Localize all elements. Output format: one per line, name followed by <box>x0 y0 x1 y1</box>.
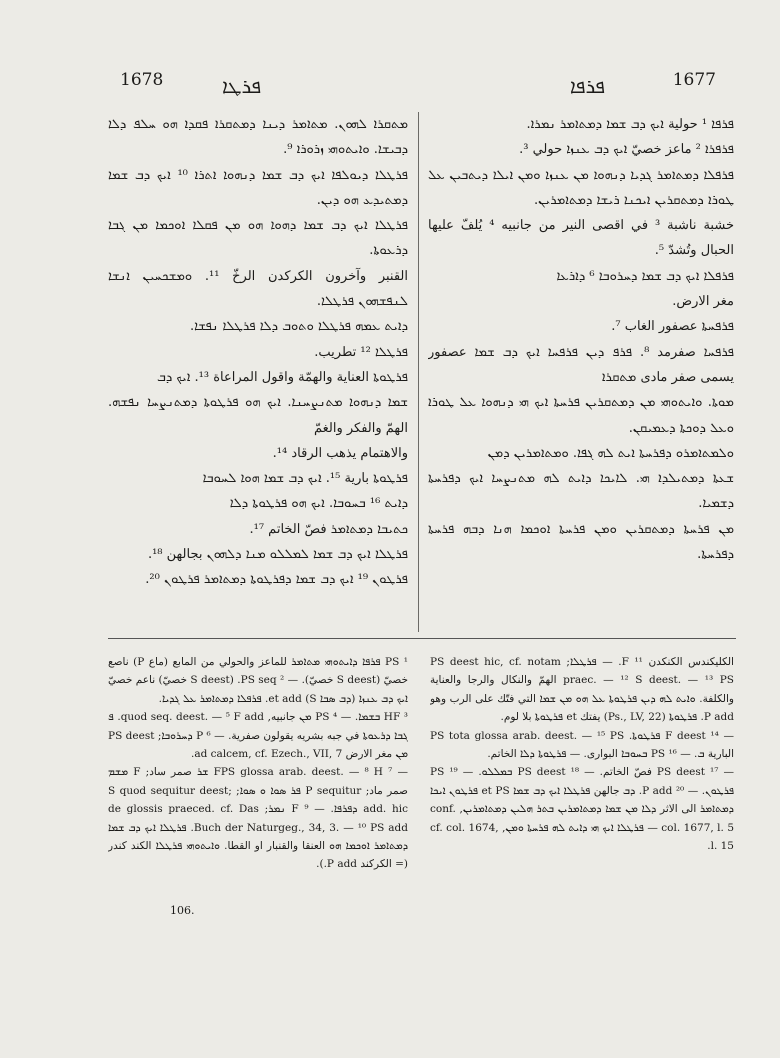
entry-text: ܫܥܬܐ ܕܡܬܝܠܕܐ ܗܝ. ܠܐܝܟܐ ܕܐܝܬ ܠܗ ܡܬܢܨܚܐ ܐܝܟ ܕܦܪܚܬܐ ܕܫܡܝܐ. <box>428 471 734 512</box>
footnote-text: ¹ PS ܦܪܦܐ ܕܐܝܬܘܗܝ ܡܬܐܡܪ للماعز والحولي من المابع (ماع P) ناصع خصيّ (S deest خصيّ). — ² PS seq. (S deest خصيّ) ناعم خصيّ ܐܝܟ ܕܒ ܥܢܙܐ (ܕܒ ܣܒܐ S) et add. ܦܪܦܠܐ ܕܡܬܐܡܪ ܥܠ ܓܕܝܐ. <box>108 656 408 705</box>
signature-mark: 106. <box>170 904 195 917</box>
entry-text: ܦܪܦܪܐ ² ماعز خصيّ ܐܝܟ ܕܒ ܥܢܙܐ حولي ³. <box>519 142 734 158</box>
entry-text: ܫܡܐ ܕܢܗܘܐ ܡܬܢܨܚܢܐ. ܐܝܟ ܗܘ ܦܪܛܘܬܐ ܕܡܬܢܨܚܐ ܢܦܫܗ. الهمّ والفكر والغمّ <box>108 395 408 436</box>
entry-text: مغر الارض. <box>672 294 734 310</box>
running-head-left: ܦܪܛܐ <box>222 74 262 98</box>
entry-text: ܡܘܬܐ. ܘܐܝܬܘܗܝ ܡܢ ܕܡܬܩܪܝܢ ܦܪܚܬܐ ܐܝܟ ܗܝ ܕܢܗܘܐ ܥܠ ܛܘܪܐ ܘܥܠ ܕܘܟܬܐ ܕܥܡܝܩܢ. <box>428 395 734 436</box>
entry-text: ܦܪܛܠܐ ܐܝܟ ܕܒ ܫܡܐ ܠܡܠܠܘ ܡܢܐ ܕܠܗܘܢ بجالهن ¹⁸. <box>147 547 408 563</box>
page-number-right: 1677 <box>672 70 716 90</box>
page-number-left: 1678 <box>120 70 164 90</box>
entry-text: ܘܠܡܬܐܡܪܘ ܕܦܪܚܬܐ ܐܝܬ ܠܗ ܓܦܐ. ܘܡܬܐܡܪܝܢ ܕܡܢ <box>487 445 734 461</box>
entry-text: ܦܪܦܠܐ ܐܝܟ ܕܒ ܫܡܐ ܕܚܪܘܒܐ ⁶ ܕܐܪܥܐ <box>556 268 734 284</box>
entry-text: ܡܢ ܦܪܚܬܐ ܕܡܬܩܪܝܢ ܘܡܢ ܦܪܚܬܐ ܐܘܟܡܐ ܗܢܐ ܕܒܗ ܦܪܚܬܐ ܕܦܪܚܬܐ. <box>428 521 734 563</box>
entry-text: القنبر وآخرون الكركدن الرخّ ¹¹. ܘܡܫܟܚܝܢ ܐܢܫܐ ܠܢܦܫܗܘܢ ܦܪܛܠܐ. <box>108 268 408 310</box>
footnotes-left <box>108 653 408 915</box>
entry-text: ܕܐܝܬ ܥܡܗ ܦܪܛܠܐ ܘܬܘܒ ܕܠܐ ܦܪܛܠܐ ܢܦܫܐ. <box>189 319 408 335</box>
running-head-right: ܦܪܦܐ <box>569 74 605 98</box>
entry-text: ܦܪܦܠܐ ܕܡܬܐܡܪ ܓܕܝܐ ܕܢܗܘܐ ܡܢ ܥܢܙܐ ܘܡܢ ܐܝܠܐ ܕܝܬܒܝܢ ܥܠ ܛܘܪܐ ܕܡܬܩܪܝܢ ܐܝܟܢܐ ܪܝܫܐ ܕܡܬܐܡܪܝܢ. <box>428 167 734 208</box>
entry-text: ܦܪܛܘܬܐ العناية والهمّة واقول المراعاة ¹³. ܐܝܟ ܕܒ <box>157 369 408 385</box>
entry-text: ܕܐܝܬ ¹⁶ ܒܚܘܒܐ. ܐܝܟ ܗܘ ܦܪܛܘܬܐ ܕܠܐ <box>229 496 408 512</box>
entry-text: والاهتمام يذهب الرقاد ¹⁴. <box>272 445 408 461</box>
entry-text: ܦܪܛܠܐ ܕܝܘܠܦܐ ܐܝܟ ܕܒ ܫܡܐ ܕܢܗܘܐ ܐܬܪܐ ¹⁰ ܐܝܟ ܕܒ ܫܡܐ ܕܡܬܝܕܥ ܗܘ ܕܝܢ. <box>108 167 408 208</box>
footnote-rule <box>108 638 736 639</box>
right-column <box>428 112 734 622</box>
left-column <box>108 112 408 622</box>
entry-text: ܦܪܦܚܬܐ عصفور الغاب ⁷. <box>611 319 734 335</box>
footnote-text: ³ HF ܒܫܡܐ. — ⁴ PS ܡܢ جانبيه, quod seq. deest. — ⁵ F add. ܦ ܓܒܐ ܕܪܥܘܬܐ في جبه بشريه يقولون صفرية. — ⁶ P ܕܚܪܘܒܐ; PS deest ܡܢ مغر الارض ad calcem, cf. Ezech., VII, 7. <box>108 711 408 761</box>
column-divider <box>418 112 419 632</box>
footnote-text: الكليكندس الكنكدن ¹¹ F. — ܦܪܛܠܐ; PS deest hic, cf. notam praec. — ¹² S deest. — ¹³ PS الهمّ والنكال والرجا والعناية والكلفة. ܘܐܝܬ ܠܗ ܕܝܢ ܦܪܛܘܬܐ ܥܠ ܗܘ ܡܢ ܫܡܐ التي فتّك على الرب وهو P add. ܦܪܛܘܬܐ (Ps., LV, 22) يفتك et ܦܪܛܘܬܐ بلا لوم. <box>430 656 734 724</box>
entry-text: ܦܪܛܘܢ ¹⁹ ܐܝܟ ܕܒ ܫܡܐ ܕܦܪܛܘܬܐ ܕܡܬܐܡܪ ܦܪܛܘܢ ²⁰. <box>145 572 408 588</box>
footnote-text: — ¹⁴ F deest ܦܪܛܘܬܐ. PS tota glossa arab. deest. — ¹⁵ PS البارية ܒ. — ¹⁶ PS ܒܚܘܒܐ البوارى. — ܦܪܛܘܬܐ ܕܠܐ الخاتم. <box>430 729 734 761</box>
footnote-text: — ⁷ FPS glossa arab. deest. — ⁸ H ܫܪ صمر ساد; F ܡܫܡ صمر ماد; P sequitur ܦܪ ܣܘܐ ܘ ܣܘܐ; S quod sequitur deest; add. hic ܕܦܪܦܐ. — ⁹ F ܢܡܪ; de glossis praeced. cf. Das Buch der Naturgeg., 34, 3. — ¹⁰ PS add. ܦܪܛܠܐ ܐܝܟ ܕܒ ܫܡܐ ܕܡܬܐܡܪ ܐܘܟܡܐ ܗܘ العنقا والقنبار او القطا. ܘܐܝܬܘܗܝ ܦܪܛܠܐ الكند كندر (= الكركند P add.). <box>108 766 408 871</box>
entry-text: ܦܪܛܠܐ ܐܝܟ ܕܒ ܫܡܐ ܕܗܘܐ ܗܘ ܡܢ ܦܩܠܐ ܐܘܟܡܐ ܡܢ ܓܒܐ ܕܪܥܘܬܐ. <box>108 218 408 259</box>
entry-text: ܦܪܦܐ ¹ حولية ܐܝܟ ܕܒ ܫܡܐ ܕܡܬܐܡܪ ܢܡܪܐ. <box>526 117 734 132</box>
footnote-text: — ¹⁷ PS deest فصّ الخاتم. — ¹⁸ PS deest ܒܡܠܠܘ. — ¹⁹ PS ܦܪܛܘܢ. — ²⁰ P add. ܕܒ جالهن ܦܪܛܠܐ ܐܝܟ ܕܒ ܫܡܐ et PS ܦܪܛܘܢ ܐܝܟܐ ܕܡܬܐܡܪ الى الاثر ܕܠܐ ܡܢ ܫܡܐ ܕܡܬܐܡܪܝܢ ܒܬܪ ܗܠܝܢ ܕܡܬܐܡܪܝܢ, conf. col. 1677, l. 5 — ܦܪܛܠܐ ܐܝܟ ܗܝ ܕܐܝܬ ܠܗ ܦܪܚܬܐ ܘܡܢ, cf. col. 1674, l. 15. <box>430 766 734 853</box>
entry-text: ܦܪܦܚܐ صفرمد ⁸. ܦܪܦ ܕܝܢ ܦܪܦܚܐ ܐܝܟ ܕܒ ܫܡܐ عصفور يسمى صفر مادى ܡܬܩܪܐ <box>428 344 734 385</box>
entry-text: ܦܪܛܘܬܐ بارية ¹⁵. ܐܝܟ ܕܒ ܫܡܐ ܗܘܐ ܠܚܘܒܐ <box>202 471 408 487</box>
entry-text: ܟܬܝܒܐ ܕܡܬܐܡܪ فصّ الخاتم ¹⁷. <box>249 521 408 537</box>
entry-text: ܦܪܛܠܐ ¹² تطريب. <box>314 344 408 360</box>
footnotes-right <box>430 653 734 915</box>
entry-text: خشبة ناشبة ³ في اقصى النير من جانبيه ⁴ يُلفّ عليها الحبال وتُشدّ ⁵. <box>428 218 734 259</box>
entry-text: ܡܬܩܪܐ ܠܗܘܢ. ܡܬܐܡܪ ܕܝܢܐ ܕܡܬܩܪܐ ܦܩܕܐ ܗܘ ܚܠܦ ܕܠܐ ܕܒܝܫܐ. ܘܐܝܬܘܗܝ ܙܪܘܪܐ ⁹. <box>108 117 408 158</box>
